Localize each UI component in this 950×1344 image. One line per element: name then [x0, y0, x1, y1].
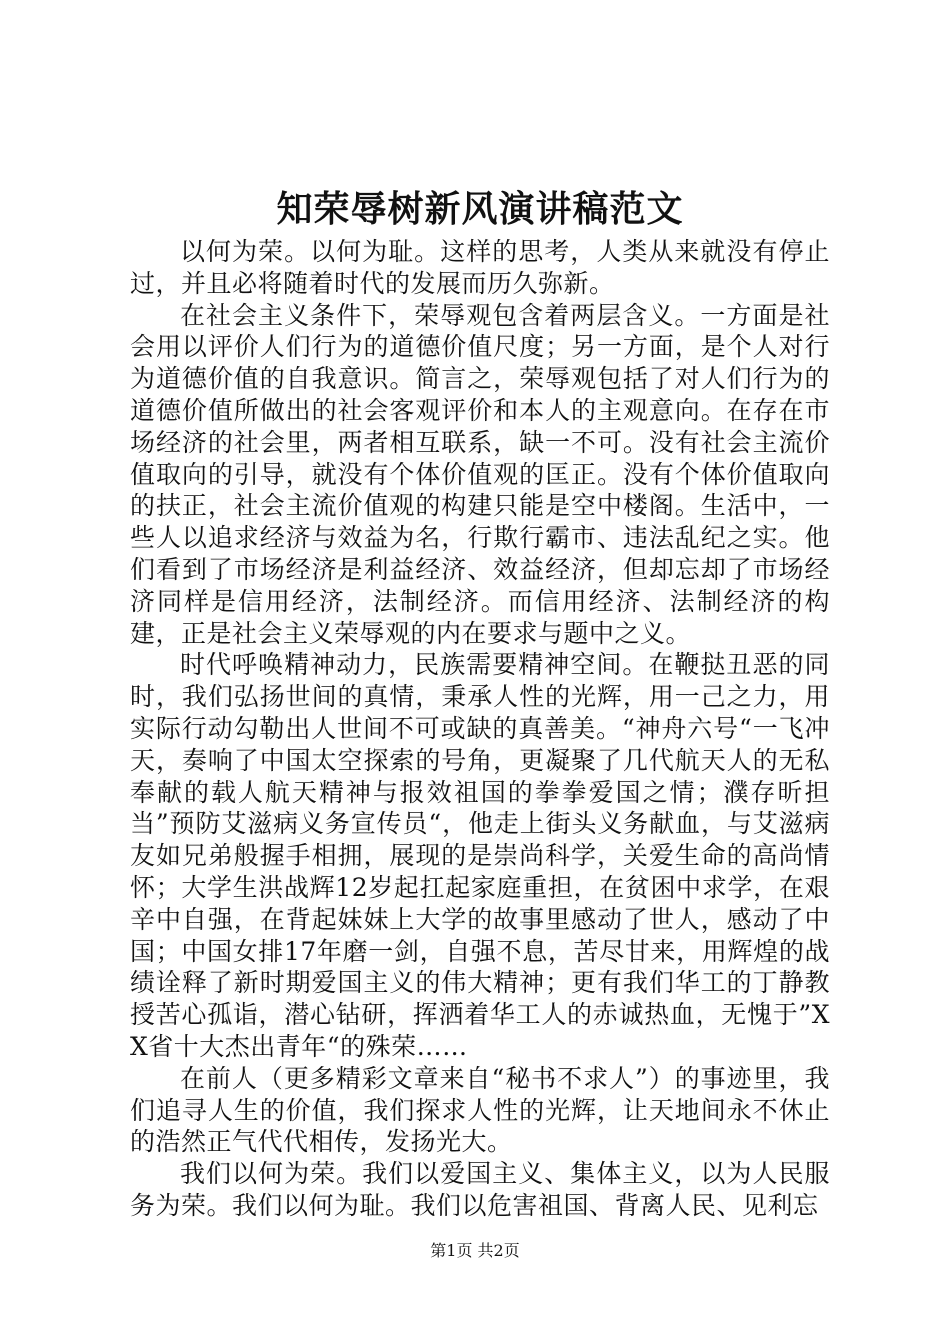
paragraph: 时代呼唤精神动力，民族需要精神空间。在鞭挞丑恶的同时，我们弘扬世间的真情，秉承人性的光辉，用一己之力，用实际行动勾勒出人世间不可或缺的真善美。“神舟六号“一飞冲天，奏响了中国太空探索的号角，更凝聚了几代航天人的无私奉献的载人航天精神与报效祖国的拳拳爱国之情；濮存昕担当”预防艾滋病义务宣传员“，他走上街头义务献血，与艾滋病友如兄弟般握手相拥，展现的是崇尚科学，关爱生命的高尚情怀；大学生洪战辉12岁起扛起家庭重担，在贫困中求学，在艰辛中自强，在背起妹妹上大学的故事里感动了世人，感动了中国；中国女排17年磨一剑，自强不息，苦尽甘来，用辉煌的战绩诠释了新时期爱国主义的伟大精神；更有我们华工的丁静教授苦心孤诣，潜心钻研，挥洒着华工人的赤诚热血，无愧于”XX省十大杰出青年“的殊荣…… [130, 650, 830, 1061]
paragraph: 以何为荣。以何为耻。这样的思考，人类从来就没有停止过，并且必将随着时代的发展而历久弥新。 [130, 237, 830, 298]
paragraph: 我们以何为荣。我们以爱国主义、集体主义，以为人民服务为荣。我们以何为耻。我们以危害祖国、背离人民、见利忘 [130, 1159, 830, 1220]
page-footer: 第1页 共2页 [430, 1241, 520, 1260]
paragraph: 在社会主义条件下，荣辱观包含着两层含义。一方面是社会用以评价人们行为的道德价值尺度；另一方面，是个人对行为道德价值的自我意识。简言之，荣辱观包括了对人们行为的道德价值所做出的社会客观评价和本人的主观意向。在存在市场经济的社会里，两者相互联系，缺一不可。没有社会主流价值取向的引导，就没有个体价值观的匡正。没有个体价值取向的扶正，社会主流价值观的构建只能是空中楼阁。生活中，一些人以追求经济与效益为名，行欺行霸市、违法乱纪之实。他们看到了市场经济是利益经济、效益经济，但却忘却了市场经济同样是信用经济，法制经济。而信用经济、法制经济的构建，正是社会主义荣辱观的内在要求与题中之义。 [130, 300, 830, 648]
paragraph: 在前人（更多精彩文章来自“秘书不求人”）的事迹里，我们追寻人生的价值，我们探求人性的光辉，让天地间永不休止的浩然正气代代相传，发扬光大。 [130, 1063, 830, 1157]
document-page [130, 186, 830, 1222]
document-title: 知荣辱树新风演讲稿范文 [276, 188, 684, 230]
